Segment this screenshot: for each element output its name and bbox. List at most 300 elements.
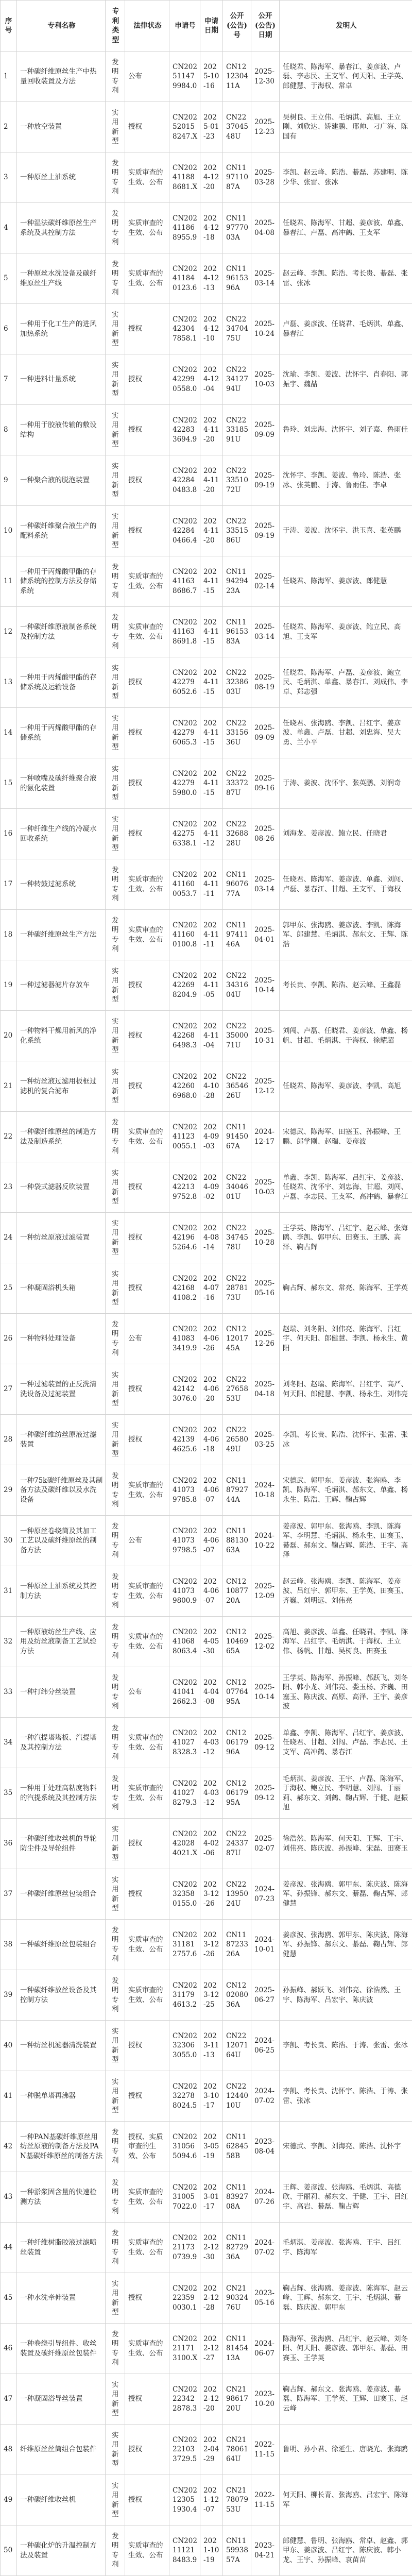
cell-type: 实用新型 xyxy=(106,1364,125,1415)
cell-inventors: 任晓君、陈海军、甘超、姜彦波、单鑫、暴春江、卢磊、高冲鹤、王支军 xyxy=(280,203,412,253)
cell-inventors: 鞠占辉、张海鸥、姜彦波、陈海军、赵云峰、王辉、郝东文、王宇、毛炳淇、綦磊、陈庆波、郭甲东 xyxy=(280,2273,412,2324)
table-row xyxy=(1,758,412,809)
cell-name: 一种用于丙烯酸甲酯的存储系统 xyxy=(17,708,106,758)
cell-type: 发明专利 xyxy=(106,2223,125,2273)
table-row xyxy=(1,1112,412,1162)
cell-name: 一种碳纤维原丝生产中热量回收装置及方法 xyxy=(17,52,106,102)
cell-inventors: 沈怀宇、李凯、姜波、鲁玲、陈浩、张冰、张英鹏、于涛、鲁雨佳、李卓 xyxy=(280,455,412,506)
cell-status: 授权 xyxy=(125,657,169,708)
cell-type: 发明专利 xyxy=(106,1718,125,1768)
cell-inventors: 宋德武、郭甲东、姜彦波、张海鸥、李凯、陈海军、毛炳淇、郝东文、单鑫、杨永生、陈浩、王辉、鞠占辉 xyxy=(280,1465,412,1516)
cell-app-date: 2024-11-15 xyxy=(200,708,223,758)
cell-pub-no: CN119741146A xyxy=(223,910,251,960)
cell-app-date: 2025-01-23 xyxy=(200,102,223,152)
cell-status: 授权 xyxy=(125,1061,169,1112)
cell-pub-no: CN223318591U xyxy=(223,405,251,455)
cell-inventors: 何天阳、柳长青、张海鸥、吕宏宇、陈海军 xyxy=(280,2475,412,2526)
cell-no: 2 xyxy=(1,102,17,152)
cell-pub-date: 2025-05-16 xyxy=(251,1263,280,1314)
table-row xyxy=(1,152,412,203)
cell-no: 49 xyxy=(1,2475,17,2526)
table-row xyxy=(1,1364,412,1415)
cell-type: 实用新型 xyxy=(106,2374,125,2425)
cell-name: 一种纤维树脂胶液过滤喷丝装置 xyxy=(17,2223,106,2273)
cell-type: 实用新型 xyxy=(106,2071,125,2122)
cell-type: 发明专利 xyxy=(106,52,125,102)
cell-status: 授权 xyxy=(125,1364,169,1415)
table-row xyxy=(1,455,412,506)
cell-pub-date: 2025-12-26 xyxy=(251,1314,280,1364)
cell-no: 8 xyxy=(1,405,17,455)
cell-name: 一种碳纤维原丝的制造方法及制造系统 xyxy=(17,1112,106,1162)
cell-app-no: CN202422840466.4 xyxy=(169,506,200,556)
cell-no: 35 xyxy=(1,1768,17,1819)
cell-type: 实用新型 xyxy=(106,2425,125,2475)
cell-app-no: CN202421394625.6 xyxy=(169,1415,200,1465)
cell-type: 发明专利 xyxy=(106,1516,125,1566)
cell-app-date: 2022-12-28 xyxy=(200,2273,223,2324)
cell-app-date: 2024-11-20 xyxy=(200,506,223,556)
cell-pub-date: 2024-10-22 xyxy=(251,1516,280,1566)
cell-type: 实用新型 xyxy=(106,354,125,405)
cell-type: 发明专利 xyxy=(106,859,125,910)
cell-no: 6 xyxy=(1,304,17,354)
cell-app-no: CN202223422878.3 xyxy=(169,2374,200,2425)
cell-status: 实质审查的生效、公布 xyxy=(125,910,169,960)
cell-pub-date: 2025-10-31 xyxy=(251,1011,280,1061)
cell-app-date: 2024-11-20 xyxy=(200,455,223,506)
cell-pub-no: CN223337287U xyxy=(223,758,251,809)
cell-type: 实用新型 xyxy=(106,1869,125,1920)
cell-type: 实用新型 xyxy=(106,657,125,708)
cell-app-no: CN202411868955.9 xyxy=(169,203,200,253)
cell-no: 16 xyxy=(1,809,17,859)
cell-app-date: 2022-12-30 xyxy=(200,2223,223,2273)
cell-inventors: 宋德武、陈海军、田塞玉、孙振峰、王鹏、郎学刚、赵瑞、姜彦波 xyxy=(280,1112,412,1162)
cell-app-date: 2024-11-12 xyxy=(200,809,223,859)
cell-pub-no: CN223412794U xyxy=(223,354,251,405)
cell-inventors: 任晓君、陈海军、暴春江、姜彦波、卢磊、李志民、王支军、何天阳、王学英、郎健慧、于海权、常卓 xyxy=(280,52,412,102)
cell-pub-date: 2024-12-17 xyxy=(251,1112,280,1162)
cell-pub-no: CN119777003A xyxy=(223,203,251,253)
cell-status: 实质审查的生效、公布 xyxy=(125,859,169,910)
cell-type: 实用新型 xyxy=(106,2475,125,2526)
cell-pub-no: CN222878173U xyxy=(223,1263,251,1314)
cell-app-date: 2024-11-05 xyxy=(200,960,223,1011)
table-body xyxy=(1,52,412,2576)
cell-pub-no: CN217806164U xyxy=(223,2425,251,2475)
cell-no: 5 xyxy=(1,253,17,304)
cell-status: 实质审查的生效、公布 xyxy=(125,2324,169,2374)
cell-name: 一种碳化炉的升温控制方法及装置 xyxy=(17,2526,106,2576)
table-row xyxy=(1,1162,412,1213)
cell-type: 实用新型 xyxy=(106,708,125,758)
cell-app-no: CN202421423076.0 xyxy=(169,1364,200,1415)
cell-no: 28 xyxy=(1,1415,17,1465)
cell-app-no: CN202411600100.8 xyxy=(169,910,200,960)
cell-app-no: CN202511479984.0 xyxy=(169,52,200,102)
cell-pub-date: 2025-04-08 xyxy=(251,203,280,253)
cell-app-date: 2024-11-15 xyxy=(200,758,223,809)
header-no: 序号 xyxy=(1,1,17,52)
cell-name: 一种过滤器滤片存放车 xyxy=(17,960,106,1011)
cell-inventors: 刘闯、卢磊、任晓君、姜彦波、单鑫、杨帆、甘超、毛炳淇、于海权、徐耀超 xyxy=(280,1011,412,1061)
cell-pub-date: 2023-05-16 xyxy=(251,2273,280,2324)
cell-pub-no: CN119607677A xyxy=(223,859,251,910)
cell-type: 发明专利 xyxy=(106,2122,125,2172)
cell-app-no: CN202411638691.8 xyxy=(169,607,200,657)
cell-pub-no: CN223431604U xyxy=(223,960,251,1011)
table-row xyxy=(1,2021,412,2071)
cell-inventors: 姜彦波、张海鸥、郭甲东、陈庆波、陈海军、孙振锋、郝东文、綦磊、鞠占辉、郎健慧 xyxy=(280,1869,412,1920)
cell-pub-date: 2024-06-07 xyxy=(251,2324,280,2374)
cell-app-no: CN202410739785.8 xyxy=(169,1465,200,1516)
cell-app-no: CN202311812757.6 xyxy=(169,1920,200,1970)
cell-name: 一种凝固浴导丝装置 xyxy=(17,2374,106,2425)
cell-pub-no: CN121230411A xyxy=(223,52,251,102)
cell-name: 一种用于胶液传输的敷设结构 xyxy=(17,405,106,455)
cell-name: 一种脱单塔再沸器 xyxy=(17,2071,106,2122)
cell-no: 37 xyxy=(1,1869,17,1920)
cell-type: 实用新型 xyxy=(106,455,125,506)
cell-name: 一种用于化工生产的进风加热系统 xyxy=(17,304,106,354)
cell-name: 一种原丝水洗设备及碳纤维原丝生产线 xyxy=(17,253,106,304)
cell-no: 32 xyxy=(1,1617,17,1667)
cell-inventors: 鲁明、孙小君、徐延生、唐晓光、张海鸥 xyxy=(280,2425,412,2475)
cell-app-no: CN202410833419.9 xyxy=(169,1314,200,1364)
cell-type: 发明专利 xyxy=(106,1768,125,1819)
cell-pub-date: 2025-09-19 xyxy=(251,455,280,506)
cell-pub-no: CN223500071U xyxy=(223,1011,251,1061)
cell-type: 发明专利 xyxy=(106,1970,125,2021)
cell-app-no: CN202422139752.8 xyxy=(169,1162,200,1213)
cell-name: 一种碳纤维原液制备系统及控制方法 xyxy=(17,607,106,657)
cell-no: 7 xyxy=(1,354,17,405)
cell-app-no: CN202421684108.2 xyxy=(169,1263,200,1314)
cell-status: 实质审查的生效、公布 xyxy=(125,152,169,203)
cell-pub-no: CN223474578U xyxy=(223,1213,251,1263)
cell-app-date: 2024-11-11 xyxy=(200,859,223,910)
cell-type: 实用新型 xyxy=(106,102,125,152)
cell-pub-no: CN118392708A xyxy=(223,2172,251,2223)
cell-name: 一种淤浆固含量的快速检测方法 xyxy=(17,2172,106,2223)
cell-inventors: 刘冬阳、赵瑞、陈海军、吕红宇、高严、何天阳、郎健慧、李凯、杨永生、刘伟亮 xyxy=(280,1364,412,1415)
cell-type: 实用新型 xyxy=(106,960,125,1011)
cell-app-no: CN202123051930.4 xyxy=(169,2475,200,2526)
cell-no: 43 xyxy=(1,2172,17,2223)
cell-app-no: CN202411230055.1 xyxy=(169,1112,200,1162)
cell-name: 一种PAN基碳纤维原丝用纺丝原液的制备方法及PAN基碳纤维原丝的制备方法 xyxy=(17,2122,106,2172)
cell-app-no: CN202422796052.6 xyxy=(169,657,200,708)
table-row xyxy=(1,1970,412,2021)
cell-name: 一种75k碳纤维原丝及其制备方法及碳纤维以及水洗设备 xyxy=(17,1465,106,1516)
cell-app-date: 2023-11-13 xyxy=(200,2021,223,2071)
cell-name: 一种放空装置 xyxy=(17,102,106,152)
cell-name: 一种碳纤维纺丝原液过滤装置 xyxy=(17,1415,106,1465)
cell-status: 授权 xyxy=(125,1415,169,1465)
cell-app-no: CN202520158247.X xyxy=(169,102,200,152)
cell-app-date: 2022-04-29 xyxy=(200,2425,223,2475)
cell-app-no: CN202111218483.9 xyxy=(169,2526,200,2576)
cell-pub-date: 2025-12-09 xyxy=(251,1566,280,1617)
cell-no: 48 xyxy=(1,2425,17,2475)
cell-status: 授权 xyxy=(125,2425,169,2475)
cell-status: 实质审查的生效、公布 xyxy=(125,2526,169,2576)
cell-app-date: 2024-11-04 xyxy=(200,1011,223,1061)
cell-status: 实质审查的生效、公布 xyxy=(125,556,169,607)
cell-pub-date: 2025-09-12 xyxy=(251,1718,280,1768)
cell-type: 实用新型 xyxy=(106,405,125,455)
cell-inventors: 毛炳淇、姜彦波、王宇、卢磊、陈海军、于海权、鲍立民、李明慧、刘闯、于丽莉、郝东文、刘鹤、鞠占辉、于健、赵振旭 xyxy=(280,1768,412,1819)
cell-name: 一种原丝卷绕筒及其加工工艺以及碳纤维原丝的制备方法 xyxy=(17,1516,106,1566)
cell-type: 实用新型 xyxy=(106,1415,125,1465)
cell-app-date: 2024-06-20 xyxy=(200,1364,223,1415)
cell-app-date: 2024-06-07 xyxy=(200,1465,223,1516)
cell-inventors: 赵云峰、李凯、陈浩、考长贵、綦磊、张雷、张冰 xyxy=(280,253,412,304)
cell-app-no: CN202411888681.X xyxy=(169,152,200,203)
cell-pub-no: CN221207164U xyxy=(223,2021,251,2071)
table-row xyxy=(1,1263,412,1314)
table-row xyxy=(1,1465,412,1516)
cell-type: 实用新型 xyxy=(106,1819,125,1869)
cell-no: 18 xyxy=(1,910,17,960)
cell-app-no: CN202410412662.3 xyxy=(169,1667,200,1718)
table-row xyxy=(1,1718,412,1768)
cell-app-date: 2024-12-18 xyxy=(200,203,223,253)
cell-type: 实用新型 xyxy=(106,758,125,809)
cell-pub-no: CN118272936A xyxy=(223,2223,251,2273)
cell-pub-no: CN222765853U xyxy=(223,1364,251,1415)
cell-type: 发明专利 xyxy=(106,152,125,203)
table-row xyxy=(1,1617,412,1667)
cell-app-no: CN202410688063.4 xyxy=(169,1617,200,1667)
table-row xyxy=(1,1213,412,1263)
cell-status: 授权 xyxy=(125,2071,169,2122)
table-row xyxy=(1,607,412,657)
cell-name: 一种纺丝机滤器清洗装置 xyxy=(17,2021,106,2071)
table-row xyxy=(1,2374,412,2425)
cell-inventors: 徐浩然、陈海军、何天阳、王辉、王宇、刘伟亮、陈庆波、孙振峰、宋磊、田赛玉 xyxy=(280,1819,412,1869)
cell-name: 一种喷嘴及碳纤维聚合液的氨化装置 xyxy=(17,758,106,809)
cell-no: 25 xyxy=(1,1263,17,1314)
table-row xyxy=(1,1768,412,1819)
cell-app-no: CN202420284021.X xyxy=(169,1819,200,1869)
cell-inventors: 李凯、赵云峰、陈浩、綦磊、苏建明、陈少华、张雷、张冰 xyxy=(280,152,412,203)
cell-pub-no: CN223351072U xyxy=(223,455,251,506)
cell-app-no: CN202422606968.0 xyxy=(169,1061,200,1112)
cell-pub-date: 2025-03-14 xyxy=(251,607,280,657)
cell-status: 授权 xyxy=(125,2021,169,2071)
cell-no: 10 xyxy=(1,506,17,556)
cell-status: 授权 xyxy=(125,1869,169,1920)
table-row xyxy=(1,2526,412,2576)
cell-name: 一种进料计量系统 xyxy=(17,354,106,405)
cell-inventors: 王辉、姜彦波、张海鸥、毛炳淇、高德欣、于丽莉、郝东文、于健、王宇、吕红宇、高岩、綦磊、鞠占辉 xyxy=(280,2172,412,2223)
cell-pub-no: CN221244010U xyxy=(223,2071,251,2122)
cell-status: 授权 xyxy=(125,960,169,1011)
cell-app-no: CN202422686498.3 xyxy=(169,1011,200,1061)
cell-status: 授权 xyxy=(125,1263,169,1314)
cell-status: 实质审查的生效、公布 xyxy=(125,607,169,657)
cell-status: 授权 xyxy=(125,102,169,152)
cell-status: 授权 xyxy=(125,758,169,809)
cell-app-date: 2024-04-08 xyxy=(200,1667,223,1718)
cell-pub-date: 2025-04-01 xyxy=(251,910,280,960)
cell-pub-date: 2024-10-18 xyxy=(251,1465,280,1516)
cell-no: 33 xyxy=(1,1667,17,1718)
cell-status: 授权 xyxy=(125,2475,169,2526)
cell-inventors: 陈海军、张海鸥、吕红宇、赵云峰、刘冬阳、何天阳、姜彦波、郭甲东、綦磊、田赛玉、王学英 xyxy=(280,2324,412,2374)
cell-status: 授权 xyxy=(125,304,169,354)
cell-status: 授权 xyxy=(125,354,169,405)
cell-pub-no: CN119429423A xyxy=(223,556,251,607)
cell-pub-date: 2025-09-09 xyxy=(251,708,280,758)
cell-pub-no: CN120776495A xyxy=(223,1667,251,1718)
cell-pub-date: 2025-02-07 xyxy=(251,1819,280,1869)
cell-type: 发明专利 xyxy=(106,1667,125,1718)
cell-status: 公布 xyxy=(125,52,169,102)
cell-app-no: CN202323063055.0 xyxy=(169,2021,200,2071)
cell-pub-date: 2025-04-18 xyxy=(251,1364,280,1415)
cell-no: 42 xyxy=(1,2122,17,2172)
cell-inventors: 鲁玲、刘忠海、沈怀宇、刘子嘉、鲁雨佳 xyxy=(280,405,412,455)
cell-no: 30 xyxy=(1,1516,17,1566)
table-row xyxy=(1,2475,412,2526)
cell-status: 实质审查的生效、公布 xyxy=(125,1465,169,1516)
cell-app-date: 2023-10-17 xyxy=(200,2071,223,2122)
cell-no: 26 xyxy=(1,1314,17,1364)
cell-no: 45 xyxy=(1,2273,17,2324)
cell-app-no: CN202410739798.5 xyxy=(169,1516,200,1566)
cell-app-no: CN202323580155.0 xyxy=(169,1869,200,1920)
cell-pub-date: 2022-11-15 xyxy=(251,2475,280,2526)
cell-inventors: 王学英、陈海军、吕红宇、赵云峰、张海鸥、李凯、郭甲东、田赛玉、王鹏、高泽、鞠占辉 xyxy=(280,1213,412,1263)
cell-app-no: CN202423047858.1 xyxy=(169,304,200,354)
cell-inventors: 王学英、陈海军、孙振峰、郝跃飞、刘冬阳、韩小龙、刘伟亮、娄玉杨、齐巍、田塞玉、陈庆波、高原、高泽、王宇、姜彦波 xyxy=(280,1667,412,1718)
cell-type: 发明专利 xyxy=(106,253,125,304)
cell-app-no: CN202422756338.1 xyxy=(169,809,200,859)
cell-inventors: 孙振峰、郝跃飞、刘伟亮、徐浩然、王宇、陈海军、吕宏宇、陈庆波 xyxy=(280,1970,412,2021)
cell-name: 一种湿法碳纤维原丝生产系统及其控制方法 xyxy=(17,203,106,253)
cell-pub-date: 2025-03-28 xyxy=(251,152,280,203)
cell-type: 发明专利 xyxy=(106,1566,125,1617)
cell-pub-no: CN223654626U xyxy=(223,1061,251,1112)
cell-pub-date: 2023-04-21 xyxy=(251,2526,280,2576)
cell-inventors: 于涛、姜波、沈怀宇、张英鹏、刘润奇 xyxy=(280,758,412,809)
cell-type: 实用新型 xyxy=(106,304,125,354)
cell-name: 一种用于处理高粘度物料的汽提系统及其控制方法 xyxy=(17,1768,106,1819)
cell-no: 21 xyxy=(1,1061,17,1112)
cell-pub-no: CN221395024U xyxy=(223,1869,251,1920)
cell-pub-no: CN119615396A xyxy=(223,253,251,304)
cell-pub-date: 2025-12-12 xyxy=(251,1061,280,1112)
cell-type: 发明专利 xyxy=(106,2324,125,2374)
cell-pub-date: 2024-07-23 xyxy=(251,1869,280,1920)
cell-name: 一种纺丝原液过滤装置 xyxy=(17,1213,106,1263)
cell-app-no: CN202411638686.7 xyxy=(169,556,200,607)
cell-app-no: CN202211713100.X xyxy=(169,2324,200,2374)
cell-no: 38 xyxy=(1,1920,17,1970)
cell-pub-date: 2025-03-25 xyxy=(251,1415,280,1465)
cell-pub-no: CN115993857A xyxy=(223,2526,251,2576)
cell-inventors: 姜彦波、郭甲东、张海鸥、李凯、陈海军、李明慧、毛炳淇、杨永生、田赛玉、綦磊、郝东文、鞠占辉、陈浩、王宇、高泽 xyxy=(280,1516,412,1566)
cell-app-no: CN202411840123.6 xyxy=(169,253,200,304)
cell-no: 46 xyxy=(1,2324,17,2374)
cell-app-date: 2024-11-15 xyxy=(200,556,223,607)
cell-type: 实用新型 xyxy=(106,1061,125,1112)
cell-status: 授权、实质审查的生效、公布 xyxy=(125,2122,169,2172)
cell-pub-date: 2023-08-04 xyxy=(251,2122,280,2172)
cell-name: 一种用于丙烯酸甲酯的存储系统的控制方法及存储系统 xyxy=(17,556,106,607)
cell-type: 发明专利 xyxy=(106,1920,125,1970)
cell-name: 一种转鼓过滤系统 xyxy=(17,859,106,910)
cell-app-no: CN202422990558.0 xyxy=(169,354,200,405)
cell-pub-no: CN223404601U xyxy=(223,1162,251,1213)
cell-pub-no: CN223351586U xyxy=(223,506,251,556)
cell-no: 40 xyxy=(1,2021,17,2071)
cell-name: 一种物料处理设备 xyxy=(17,1314,106,1364)
cell-app-no: CN202422833694.9 xyxy=(169,405,200,455)
cell-type: 实用新型 xyxy=(106,1011,125,1061)
cell-pub-date: 2025-03-14 xyxy=(251,859,280,910)
table-row xyxy=(1,1061,412,1112)
cell-pub-date: 2025-10-03 xyxy=(251,354,280,405)
cell-status: 授权 xyxy=(125,1819,169,1869)
cell-no: 15 xyxy=(1,758,17,809)
cell-status: 实质审查的生效、公布 xyxy=(125,1617,169,1667)
cell-type: 发明专利 xyxy=(106,1112,125,1162)
cell-pub-no: CN121087720A xyxy=(223,1566,251,1617)
cell-app-no: CN202421965264.6 xyxy=(169,1213,200,1263)
cell-app-date: 2023-05-19 xyxy=(200,2122,223,2172)
cell-no: 27 xyxy=(1,1364,17,1415)
cell-app-date: 2024-06-07 xyxy=(200,1566,223,1617)
table-row xyxy=(1,1011,412,1061)
cell-type: 发明专利 xyxy=(106,1465,125,1516)
table-row xyxy=(1,2273,412,2324)
cell-inventors: 刘海龙、姜彦波、鲍立民、任晓君 xyxy=(280,809,412,859)
cell-pub-no: CN121201745A xyxy=(223,1314,251,1364)
cell-name: 一种碳纤维原丝生产方法 xyxy=(17,910,106,960)
cell-app-date: 2024-06-18 xyxy=(200,1415,223,1465)
cell-pub-date: 2024-07-02 xyxy=(251,2223,280,2273)
cell-app-date: 2024-05-30 xyxy=(200,1617,223,1667)
cell-app-no: CN202322788024.5 xyxy=(169,2071,200,2122)
cell-pub-no: CN223238603U xyxy=(223,657,251,708)
table-row xyxy=(1,2071,412,2122)
cell-inventors: 任晓君、陈海军、姜彦波、李凯、高旭 xyxy=(280,1061,412,1112)
cell-app-date: 2024-10-28 xyxy=(200,1061,223,1112)
cell-pub-date: 2025-10-14 xyxy=(251,960,280,1011)
cell-app-no: CN202410278279.3 xyxy=(169,1768,200,1819)
header-inventors: 发明人 xyxy=(280,1,412,52)
cell-app-no: CN202221033729.5 xyxy=(169,2425,200,2475)
header-app-date: 申请日期 xyxy=(200,1,223,52)
cell-name: 纤维原丝丝筒组合包装件 xyxy=(17,2425,106,2475)
cell-pub-no: CN120617995A xyxy=(223,1768,251,1819)
cell-name: 一种聚合液的脱泡装置 xyxy=(17,455,106,506)
cell-type: 实用新型 xyxy=(106,1213,125,1263)
cell-app-date: 2024-12-04 xyxy=(200,354,223,405)
cell-pub-no: CN118792744A xyxy=(223,1465,251,1516)
cell-pub-date: 2024-06-25 xyxy=(251,2021,280,2071)
cell-pub-date: 2025-10-28 xyxy=(251,1213,280,1263)
cell-type: 实用新型 xyxy=(106,2021,125,2071)
cell-no: 44 xyxy=(1,2223,17,2273)
cell-pub-date: 2025-09-12 xyxy=(251,1768,280,1819)
cell-no: 9 xyxy=(1,455,17,506)
cell-pub-date: 2025-09-09 xyxy=(251,405,280,455)
